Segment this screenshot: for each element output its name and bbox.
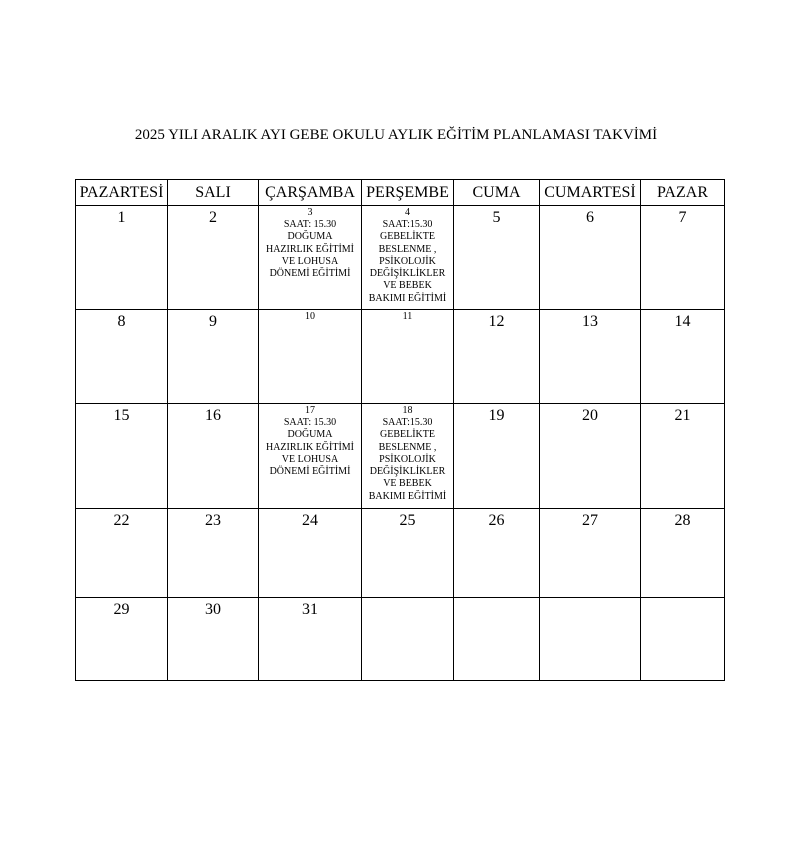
- day-number: 19: [488, 407, 505, 424]
- weekday-header: PAZAR: [641, 180, 725, 206]
- day-cell: [641, 404, 725, 509]
- day-cell: [259, 206, 362, 310]
- day-number: 16: [205, 407, 221, 424]
- day-number: 13: [582, 313, 598, 330]
- day-number: 27: [582, 512, 598, 529]
- day-number: 17: [305, 405, 315, 416]
- day-number: 29: [113, 601, 130, 618]
- weekday-header: SALI: [168, 180, 259, 206]
- day-cell: [454, 310, 540, 404]
- day-number: 26: [488, 512, 505, 529]
- day-number: 6: [586, 209, 594, 226]
- day-number: 5: [492, 209, 501, 226]
- day-number: 2: [209, 209, 217, 226]
- day-number: 30: [205, 601, 221, 618]
- event-text: SAAT: 15.30 DOĞUMA HAZIRLIK EĞİTİMİ VE LOHUSA DÖNEMİ EĞİTİMİ: [265, 417, 355, 478]
- day-cell: [641, 206, 725, 310]
- calendar-table: [75, 179, 725, 681]
- day-number: 8: [117, 313, 126, 330]
- day-number: 22: [113, 512, 130, 529]
- day-number: 18: [402, 405, 413, 416]
- day-cell: [362, 509, 454, 598]
- day-number: [641, 598, 724, 601]
- day-number: 1: [117, 209, 126, 226]
- day-number: 11: [402, 311, 413, 322]
- day-number: 21: [674, 407, 691, 424]
- day-cell: [168, 206, 259, 310]
- page-title: 2025 YILI ARALIK AYI GEBE OKULU AYLIK EĞİTİM PLANLAMASI TAKVİMİ: [134, 127, 658, 143]
- day-number: 20: [582, 407, 598, 424]
- day-cell: [540, 509, 641, 598]
- day-number: 10: [305, 311, 315, 322]
- event-text: SAAT: 15.30 DOĞUMA HAZIRLIK EĞİTİMİ VE LOHUSA DÖNEMİ EĞİTİMİ: [265, 219, 355, 280]
- day-cell: [259, 509, 362, 598]
- day-cell: [76, 310, 168, 404]
- weekday-header: PAZARTESİ: [76, 180, 168, 206]
- day-cell: [454, 404, 540, 509]
- day-number: [362, 598, 453, 601]
- day-cell: [168, 509, 259, 598]
- day-number: 7: [678, 209, 687, 226]
- day-cell: [76, 404, 168, 509]
- day-number: 4: [405, 207, 410, 218]
- event-text: SAAT:15.30 GEBELİKTE BESLENME , PSİKOLOJİK DEĞİŞİKLİKLER VE BEBEK BAKIMI EĞİTİMİ: [368, 417, 447, 502]
- event-text: SAAT:15.30 GEBELİKTE BESLENME , PSİKOLOJİK DEĞİŞİKLİKLER VE BEBEK BAKIMI EĞİTİMİ: [368, 219, 447, 304]
- week-row: [76, 509, 725, 598]
- week-row: [76, 206, 725, 310]
- day-cell: [540, 404, 641, 509]
- day-number: 3: [307, 207, 313, 218]
- day-number: 31: [302, 601, 318, 618]
- day-cell: [362, 404, 454, 509]
- day-cell: [540, 206, 641, 310]
- day-cell: [362, 310, 454, 404]
- day-cell: [168, 404, 259, 509]
- day-cell: [454, 509, 540, 598]
- day-cell: [259, 598, 362, 681]
- weekday-header: ÇARŞAMBA: [259, 180, 362, 206]
- day-cell: [641, 598, 725, 681]
- day-cell: [454, 598, 540, 681]
- day-cell: [454, 206, 540, 310]
- week-row: [76, 404, 725, 509]
- weekday-header: CUMARTESİ: [540, 180, 641, 206]
- day-number: 14: [674, 313, 691, 330]
- weekday-header: CUMA: [454, 180, 540, 206]
- day-cell: [168, 598, 259, 681]
- day-cell: [168, 310, 259, 404]
- day-number: [454, 598, 539, 601]
- day-number: 25: [399, 512, 416, 529]
- day-number: 23: [205, 512, 221, 529]
- day-number: 28: [674, 512, 691, 529]
- day-cell: [76, 598, 168, 681]
- day-cell: [76, 509, 168, 598]
- day-cell: [540, 598, 641, 681]
- day-number: 15: [113, 407, 130, 424]
- weekday-header: PERŞEMBE: [362, 180, 454, 206]
- day-number: [540, 598, 640, 601]
- day-cell: [362, 598, 454, 681]
- weekday-header-row: [76, 180, 725, 206]
- day-cell: [362, 206, 454, 310]
- day-cell: [641, 509, 725, 598]
- day-number: 9: [209, 313, 217, 330]
- day-number: 12: [488, 313, 505, 330]
- day-number: 24: [302, 512, 318, 529]
- day-cell: [641, 310, 725, 404]
- day-cell: [540, 310, 641, 404]
- week-row: [76, 310, 725, 404]
- day-cell: [76, 206, 168, 310]
- day-cell: [259, 404, 362, 509]
- day-cell: [259, 310, 362, 404]
- week-row: [76, 598, 725, 681]
